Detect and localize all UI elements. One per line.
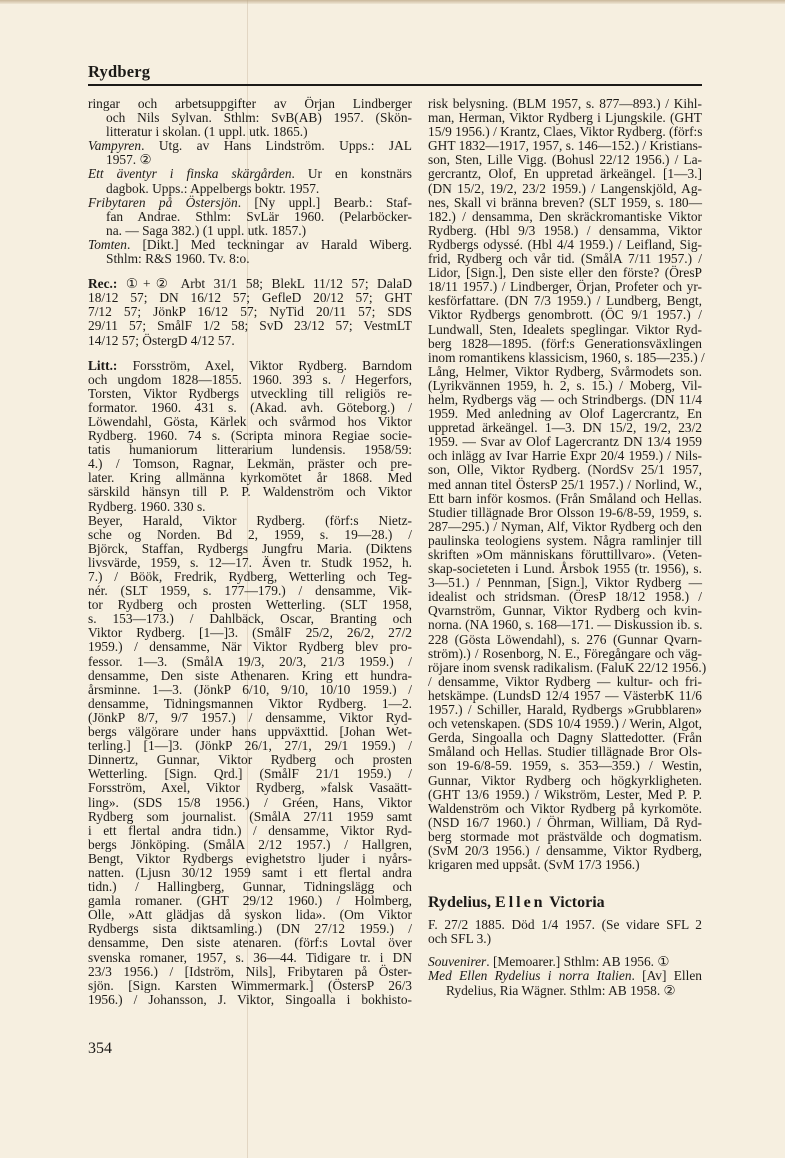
text-run: (JönkP 8/7, 9/7 1957.) / densamme, Viktor Ryd- <box>88 709 412 725</box>
text-run: 23/3 1956.) / [Idström, Nils], Fribytaren på Öster- <box>88 963 412 979</box>
text-line <box>428 196 702 210</box>
text-line <box>88 457 412 471</box>
text-line <box>88 810 412 824</box>
text-line <box>88 500 412 514</box>
text-run: Waldenström och Viktor Rydberg på kyrkomöte. <box>428 800 702 816</box>
bibliography-entry <box>88 167 412 195</box>
section-label: Litt.: <box>88 357 118 373</box>
text-run: tidn.) / Hallingberg, Gunnar, Tidningslägg och <box>88 879 412 895</box>
text-run: 3—51.) / Pennman, [Sign.], Viktor Rydberg — <box>428 575 702 591</box>
text-line <box>88 965 412 979</box>
text-line <box>88 359 412 373</box>
text-run: Rydberg som journalist. (SmålA 27/11 1959 samt <box>88 808 412 824</box>
text-run: densamme, Tidningsmannen Viktor Rydberg. 1—2. <box>88 695 412 711</box>
text-line <box>428 562 702 576</box>
bibliography-entry <box>88 196 412 238</box>
text-run: uppretad ärkeängel. 1—3. DN 15/2, 19/2, 23/2 <box>428 420 702 436</box>
text-line <box>88 556 412 570</box>
bibliography-entry <box>88 238 412 266</box>
text-run: paulinska teologiens system. Några ramlinjer till <box>428 532 702 548</box>
text-run: Wetterling. [Sign. Qrd.] (SmålF 21/1 1959.) / <box>88 766 412 782</box>
text-line <box>88 936 412 950</box>
text-line <box>88 796 412 810</box>
text-line <box>88 669 412 683</box>
text-line <box>428 111 702 125</box>
paragraph <box>88 277 412 347</box>
text-line <box>88 111 412 125</box>
text-line <box>88 626 412 640</box>
text-run: tatis humaniorum litterarium lundensis. 1958/59: <box>88 442 412 458</box>
right-column <box>428 96 707 998</box>
text-line <box>88 838 412 852</box>
page-number: 354 <box>88 1040 112 1057</box>
text-line <box>88 598 412 612</box>
author-bio <box>428 918 702 946</box>
text-run: bergs välgörare under hans uppväxttid. [Johan Wet- <box>88 724 412 740</box>
text-run: och Nils Sylvan. Sthlm: SvB(AB) 1957. (Skön- <box>106 110 412 126</box>
text-run: Olle, »Att glädjas då syskon lida». (Om Viktor <box>88 907 412 923</box>
text-run: natten. (Ljusn 30/12 1959 samt i ett flertal andra <box>88 864 412 880</box>
text-line <box>428 224 702 238</box>
text-run: tor Rydberg och prosten Wetterling. (SLT 1958, <box>88 597 412 613</box>
text-run: frid, Rydberg och vår tid. (SmålA 7/11 1957.) / <box>428 251 702 267</box>
text-run: berg stormade mot prästvälde och dogmatism. <box>428 828 702 844</box>
text-line <box>428 618 702 632</box>
text-run: Gerda, Singoalla och Dagny Slattedotter. (Från <box>428 730 702 746</box>
text-line <box>88 471 412 485</box>
text-line <box>88 224 412 238</box>
text-run: ström).) / Rosenborg, N. E., Föregångare och väg- <box>428 645 702 661</box>
text-line <box>428 675 702 689</box>
text-line <box>88 753 412 767</box>
text-run: (SvM 20/3 1956.) / densamme, Viktor Rydberg, <box>428 842 702 858</box>
bibliography-entry <box>428 969 702 997</box>
paragraph <box>88 514 412 1007</box>
text-line <box>428 548 702 562</box>
text-line <box>428 337 702 351</box>
text-run: nes, Skall vi bränna breven? (SLT 1959, s. 180— <box>428 194 702 210</box>
bibliography-entry <box>88 139 412 167</box>
text-run: 14/12 57; ÖstergD 4/12 57. <box>88 332 235 348</box>
text-line <box>88 139 412 153</box>
text-line <box>88 767 412 781</box>
text-line <box>88 993 412 1007</box>
literature-continuation <box>428 96 707 873</box>
text-run: bergs Jönköping. (SmålA 2/12 1957.) / Hallgren, <box>88 836 412 852</box>
text-run: Torsten, Viktor Rydbergs utveckling till religiös re- <box>88 385 412 401</box>
text-run: ringar och arbetsuppgifter av Örjan Lindberger <box>88 96 412 111</box>
text-run: norna. (NA 1960, s. 168—171. — Diskussion ib. s. <box>428 617 703 633</box>
text-run: s. 153—173.) / Dahlbäck, Oscar, Branting och <box>88 611 412 627</box>
text-line <box>428 252 702 266</box>
title-italic: Fribytaren på Östersjön <box>88 194 238 210</box>
text-run: Björck, Staffan, Rydbergs Jungfru Maria. (Diktens <box>88 540 412 556</box>
text-line <box>88 485 412 499</box>
text-line <box>428 731 702 745</box>
text-run: inom romantikens klassicism, 1960, s. 185—235.) / <box>428 349 705 365</box>
text-run: idealist och stridsman. (ÖresP 18/12 1958.) / <box>428 589 702 605</box>
text-line <box>428 349 705 365</box>
text-line <box>428 266 702 280</box>
text-run: livsvärde, 1959, s. 12—17. Även tr. Studk 1952, h. <box>88 554 412 570</box>
text-run: . Utg. av Hans Lindström. Upps.: JAL <box>141 138 412 154</box>
text-line <box>88 908 412 922</box>
left-column <box>88 97 412 1007</box>
text-line <box>428 308 702 322</box>
text-run: son, Olle, Viktor Rydberg. (NordSv 25/1 1957, <box>428 462 702 478</box>
text-run: Forsström, Axel, Viktor Rydberg. Barndom <box>117 357 412 373</box>
text-line <box>428 210 702 224</box>
text-line <box>88 291 412 305</box>
text-line <box>88 167 412 181</box>
section-label: Rec.: <box>88 276 118 292</box>
text-run: årsminne. 1—3. (JönkP 6/10, 9/10, 10/10 1959.) / <box>88 681 412 697</box>
text-line <box>428 238 702 252</box>
text-line <box>88 739 412 753</box>
text-run: Studier tillägnade Bror Olsson 19-6/8-59, 1959, s. <box>428 504 702 520</box>
text-run: särskild hänsyn till P. P. Waldenström och Viktor <box>88 484 412 500</box>
text-run: densamme, Den siste atenaren. (förf:s Lovtal över <box>88 935 412 951</box>
text-line <box>88 697 412 711</box>
page-top-edge <box>0 0 785 4</box>
text-line <box>88 951 412 965</box>
text-line <box>88 894 412 908</box>
text-line <box>88 852 412 866</box>
text-line <box>428 984 702 998</box>
text-run: 29/11 57; SmålF 1/2 58; SvD 23/12 57; VestmLT <box>88 318 412 334</box>
text-run: man, Herman, Viktor Rydberg i Ljungskile. (GHT <box>428 110 702 126</box>
text-line <box>88 866 412 880</box>
text-line <box>428 294 702 308</box>
works-list <box>88 97 412 266</box>
text-run: 1957. ② <box>106 152 152 168</box>
text-run: ①+② Arbt 31/1 58; BlekL 11/12 57; DalaD <box>117 276 412 292</box>
text-line <box>88 252 412 266</box>
text-run: 18/12 57; DN 16/12 57; GefleD 20/12 57; GHT <box>88 290 412 306</box>
text-run: Rydelius, Ria Wägner. Sthlm: AB 1958. ② <box>446 982 676 998</box>
text-run: skap-societeten i Lund. Årsbok 1955 (tr. 1956), s. <box>428 561 702 577</box>
text-line <box>88 373 412 387</box>
text-run: / densamme, Viktor Rydberg — kultur- och fri- <box>428 673 702 689</box>
text-line <box>88 824 412 838</box>
text-run: Gunnar, Viktor Rydberg och högkyrkligheten. <box>428 772 702 788</box>
text-line <box>88 528 412 542</box>
text-line <box>428 955 702 969</box>
text-run: Viktor Rydbergs genombrott. (ÖC 9/1 1957.) / <box>428 307 702 323</box>
literature-section <box>88 359 412 1007</box>
text-line <box>428 139 702 153</box>
text-run: med annan titel ÖstersP 25/1 1957.) / Norlind, W., <box>428 476 702 492</box>
text-line <box>428 478 702 492</box>
author-heading <box>428 894 702 912</box>
text-line <box>88 612 412 626</box>
text-line <box>428 379 702 393</box>
text-line <box>428 830 702 844</box>
text-line <box>428 365 702 379</box>
text-line <box>428 647 702 661</box>
text-run: terling.] [1—]3. (JönkP 26/1, 27/1, 29/1 1959.) / <box>88 738 412 754</box>
text-line <box>88 387 412 401</box>
text-run: Ett barn inför kosmos. (Från Småland och Hellas. <box>428 490 702 506</box>
text-run: krigaren med uppsåt. (SvM 17/3 1956.) <box>428 857 640 873</box>
text-line <box>428 745 702 759</box>
text-line <box>428 717 702 731</box>
author-works-list <box>428 955 702 997</box>
text-run: helm, Rydbergs väg — och Strindbergs. (DN 11/4 <box>428 391 702 407</box>
text-run: risk belysning. (BLM 1957, s. 877—893.) / Kihl- <box>428 96 702 111</box>
text-run: gamla romaner. (GHT 29/12 1960.) / Holmberg, <box>88 893 412 909</box>
text-line <box>88 153 412 167</box>
text-line <box>428 802 702 816</box>
text-line <box>88 415 412 429</box>
text-line <box>88 334 412 348</box>
text-line <box>88 401 412 415</box>
text-line <box>428 393 702 407</box>
text-line <box>428 932 702 946</box>
text-run: (NSD 16/7 1960.) / Öhrman, William, Då Ryd- <box>428 814 702 830</box>
text-line <box>88 125 412 139</box>
text-line <box>428 969 702 983</box>
text-run: sjön. [Sign. Karsten Wimmermark.] (ÖstersP 26/3 <box>88 977 412 993</box>
text-run: . [Ny uppl.] Bearb.: Staf- <box>237 194 412 210</box>
text-run: Rydbergs odyssé. (Hbl 4/4 1959.) / Leifland, Sig- <box>428 236 702 252</box>
text-run: Bengt, Viktor Rydbergs evighetstro ljuder i nyårs- <box>88 850 412 866</box>
text-line <box>428 449 702 463</box>
text-run: och inlägg av Ivar Harrie Expr 20/4 1959.) / Nils- <box>428 448 702 464</box>
paragraph <box>428 96 707 873</box>
text-line <box>88 210 412 224</box>
text-run: 1959. — Svar av Olof Lagercrantz DN 13/4 1959 <box>428 434 702 450</box>
text-run: (GHT 13/6 1959.) / Wikström, Lester, Med P. P. <box>428 786 702 802</box>
text-line <box>88 305 412 319</box>
text-run: 228 (Gösta Löwendahl), s. 276 (Gunnar Qvarn- <box>428 631 702 647</box>
text-line <box>428 97 702 111</box>
title-italic: Tomten <box>88 236 127 252</box>
text-run: 4.) / Tomson, Ragnar, Lekmän, präster och pre- <box>88 456 412 472</box>
header-rule <box>88 84 702 86</box>
text-run: Dinnertz, Gunnar, Viktor Rydberg och prosten <box>88 752 412 768</box>
text-run: i ett flertal andra tidn.) / densamme, Viktor Ryd- <box>88 822 412 838</box>
text-run: svenska romaner, 1957, s. 36—44. Tidigare tr. i DN <box>88 949 412 965</box>
text-run: Sthlm: R&S 1960. Tv. 8:o. <box>106 251 250 267</box>
text-run: Lång, Helmer, Viktor Rydberg, Svårmodets son. <box>428 363 702 379</box>
text-run: Rydbergs sista diktsamling.) (DN 27/12 1959.) / <box>88 921 412 937</box>
text-run: Löwendahl, Gösta, Kärlek och svårmod hos Viktor <box>88 413 412 429</box>
text-run: hetskämpe. (LundsD 12/4 1957 — VästerbK 11/6 <box>428 687 702 703</box>
text-run: 287—295.) / Nyman, Alf, Viktor Rydberg och den <box>428 518 702 534</box>
text-line <box>428 506 702 520</box>
text-line <box>428 280 702 294</box>
text-run: later. Kring allmänna kyrkomötet år 1868. Med <box>88 470 412 486</box>
text-line <box>88 542 412 556</box>
text-run: skriften »Om människans föruttillvaro». (Veten- <box>428 547 702 562</box>
text-run: (Lyrikvännen 1959, h. 2, s. 15.) / Moberg, Vil- <box>428 377 702 393</box>
text-line <box>88 725 412 739</box>
text-line <box>428 435 702 449</box>
author-given-name: Ellen <box>495 894 546 912</box>
text-run: Småland och Hellas. Studier tillägnade Bror Ols- <box>428 744 702 760</box>
text-line <box>88 683 412 697</box>
text-line <box>428 492 702 506</box>
text-run: F. 27/2 1885. Död 1/4 1957. (Se vidare SFL 2 <box>428 917 702 933</box>
text-run: formator. 1960. 431 s. (Akad. avh. Göteborg.) / <box>88 399 412 415</box>
text-line <box>88 443 412 457</box>
text-run: ling». (SDS 15/8 1956.) / Gréen, Hans, Viktor <box>88 794 412 810</box>
text-run: 15/9 1956.) / Krantz, Claes, Viktor Rydberg. (förf:s <box>428 124 703 140</box>
text-run: Beyer, Harald, Viktor Rydberg. (förf:s Nietz- <box>88 512 412 528</box>
text-run: och ungdom 1828—1855. 1960. 393 s. / Hegerfors, <box>88 371 412 387</box>
bibliography-entry <box>428 955 702 969</box>
text-line <box>88 655 412 669</box>
text-line <box>428 167 702 181</box>
paragraph <box>88 359 412 514</box>
text-line <box>88 979 412 993</box>
text-line <box>88 781 412 795</box>
text-run: . [Av] Ellen <box>631 968 702 984</box>
text-run: 18/11 1957.) / Lindberger, Örjan, Profeter och yr- <box>428 279 702 295</box>
text-run: Qvarnström, Gunnar, Viktor Rydberg och kvin- <box>428 603 702 619</box>
text-run: 1956.) / Johansson, J. Viktor, Singoalla i bokhisto- <box>88 991 412 1007</box>
text-line <box>428 604 702 618</box>
text-line <box>88 880 412 894</box>
text-run: berg 1828—1895. (förf:s Generationsväxlingen <box>428 335 702 351</box>
text-run: dagbok. Upps.: Appelbergs boktr. 1957. <box>106 180 320 196</box>
text-run: 182.) / densamma, Den skräckromantiske Viktor <box>428 208 702 224</box>
paragraph <box>428 918 702 946</box>
text-run: . [Dikt.] Med teckningar av Harald Wiberg. <box>126 236 412 252</box>
text-run: (DN 15/2, 19/2, 23/2 1959.) / Langenskjöld, Ag- <box>428 180 702 196</box>
text-line <box>428 576 702 590</box>
text-line <box>88 238 412 252</box>
text-line <box>88 429 412 443</box>
text-run: Forsström, Axel, Viktor Rydberg, »falsk Vasaätt- <box>88 780 412 796</box>
title-italic: Ett äventyr i finska skärgården <box>88 166 292 182</box>
text-run: Rydberg. 1960. 330 s. <box>88 498 206 514</box>
text-line <box>428 534 702 548</box>
text-run: och SFL 3.) <box>428 931 492 947</box>
text-line <box>88 711 412 725</box>
text-line <box>428 323 702 337</box>
text-line <box>88 319 412 333</box>
text-line <box>428 774 702 788</box>
title-italic: Vampyren <box>88 138 142 154</box>
text-run: 1959. Med anledning av Olof Lagercrantz, En <box>428 406 702 422</box>
text-line <box>88 277 412 291</box>
text-run: Lundwall, Sten, Idealets speglingar. Viktor Ryd- <box>428 321 702 337</box>
text-run: sche og Norden. Bd 2, 1959, s. 19—28.) / <box>88 526 412 542</box>
text-line <box>428 659 707 675</box>
text-line <box>428 759 702 773</box>
title-italic: Med Ellen Rydelius i norra Italien <box>428 968 632 984</box>
text-line <box>428 463 702 477</box>
text-run: son 19-6/8-59. 1959, s. 353—359.) / Westin, <box>428 758 702 774</box>
text-run: kesförfattare. (DN 7/3 1959.) / Lundberg, Bengt, <box>428 293 702 309</box>
text-line <box>428 520 702 534</box>
text-run: densamme, Den siste Athenaren. Kring ett hundra- <box>88 667 412 683</box>
text-line <box>428 153 702 167</box>
text-line <box>88 640 412 654</box>
text-line <box>428 816 702 830</box>
text-run: gercrantz, Olof, En uppretad ärkeängel. [1—3.] <box>428 166 702 182</box>
text-run: Rydberg. 1960. 74 s. (Scripta minora Regiae socie- <box>88 428 412 444</box>
text-run: na. — Saga 382.) (1 uppl. utk. 1857.) <box>106 222 307 238</box>
text-line <box>88 514 412 528</box>
text-line <box>428 590 702 604</box>
text-line <box>88 97 412 111</box>
text-run: 7.) / Böök, Fredrik, Rydberg, Wetterling och Teg- <box>88 569 412 584</box>
text-run: son, Sten, Lille Vigg. (Bohusl 22/12 1956.) / La- <box>428 152 702 168</box>
bibliography-entry <box>88 97 412 139</box>
text-run: fessor. 1—3. (SmålA 19/3, 20/3, 21/3 1959.) / <box>88 653 412 669</box>
text-line <box>428 633 702 647</box>
text-run: röjare inom svensk radikalism. (FaluK 22/12 1956.) <box>428 659 707 675</box>
text-run: och vetenskapen. (SDS 10/4 1959.) / Werin, Algot, <box>428 716 702 732</box>
text-run: GHT 1832—1917, 1957, s. 146—152.) / Kristians- <box>428 138 703 154</box>
text-run: . Ur en konstnärs <box>291 166 412 182</box>
text-run: Rydberg. (Hbl 9/3 1958.) / densamma, Viktor <box>428 222 702 238</box>
text-line <box>88 922 412 936</box>
title-italic: Souvenirer <box>428 954 487 970</box>
text-line <box>428 125 702 139</box>
text-line <box>428 421 702 435</box>
text-run: nér. (SLT 1959, s. 177—179.) / densamme, Vik- <box>88 583 412 599</box>
author-middle-name: Victoria <box>549 894 605 912</box>
text-run: litteratur i skolan. (1 uppl. utk. 1865.) <box>106 124 308 140</box>
text-run: Lidor, [Sign.], Den siste eller den förste? (ÖresP <box>428 265 702 281</box>
text-run: 1957.) / Schiller, Harald, Rydbergs »Grubblaren» <box>428 702 702 718</box>
text-line <box>428 689 702 703</box>
text-line <box>428 858 702 872</box>
text-run: 1959.) / densamme, När Viktor Rydberg blev pro- <box>88 639 412 655</box>
text-line <box>428 407 702 421</box>
author-surname: Rydelius, <box>428 894 492 912</box>
text-line <box>428 182 702 196</box>
text-line <box>88 584 412 598</box>
running-head: Rydberg <box>88 62 151 81</box>
text-run: 7/12 57; JönkP 16/12 57; NyTid 20/11 57; SDS <box>88 304 412 320</box>
text-line <box>428 703 702 717</box>
text-line <box>88 182 412 196</box>
text-line <box>428 918 702 932</box>
text-line <box>428 788 702 802</box>
text-run: fan Andrae. Sthlm: SvLär 1960. (Pelarböcker- <box>106 208 412 224</box>
text-run: Viktor Rydberg. [1—]3. (SmålF 25/2, 26/2, 27/2 <box>88 625 412 641</box>
text-line <box>428 844 702 858</box>
reviews-paragraph <box>88 277 412 347</box>
text-run: . [Memoarer.] Sthlm: AB 1956. ① <box>486 954 670 970</box>
text-line <box>88 570 412 584</box>
text-line <box>88 196 412 210</box>
